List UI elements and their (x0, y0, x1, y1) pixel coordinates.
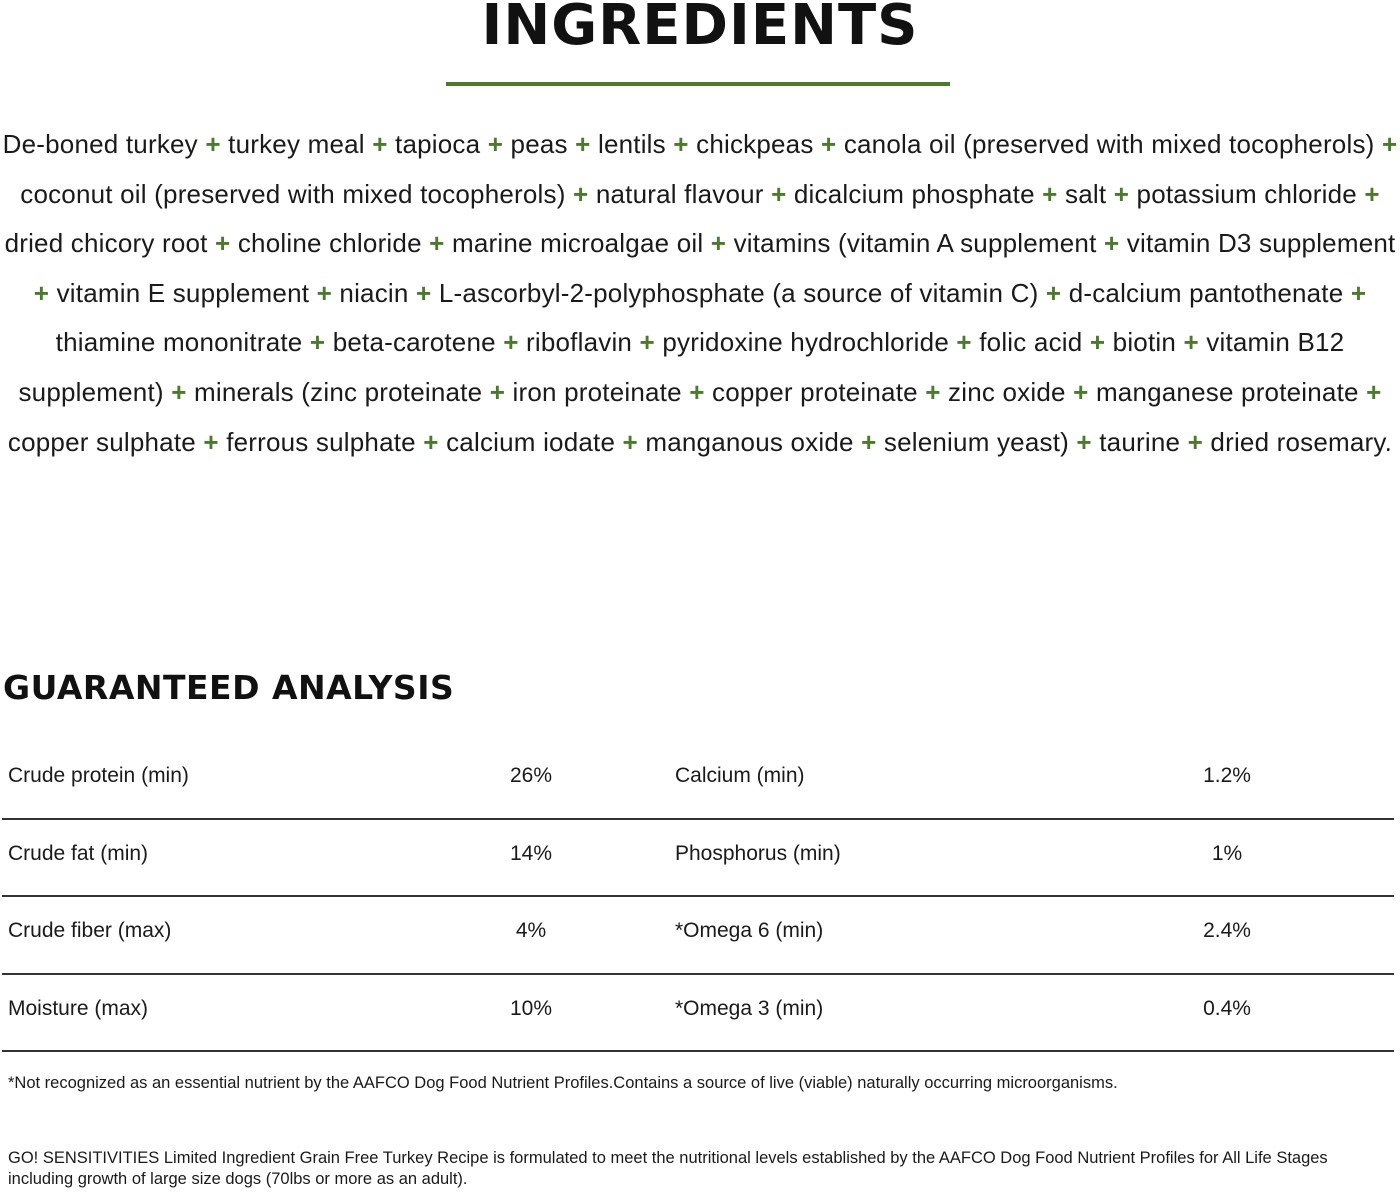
ingredient-item: calcium iodate (446, 426, 616, 457)
ingredient-item: L-ascorbyl-2-polyphosphate (a source of vitamin C) (438, 277, 1039, 308)
analysis-row (2, 975, 1394, 1053)
nutrient-value: 1% (1211, 841, 1243, 865)
ingredient-item: thiamine mononitrate (55, 327, 303, 358)
plus-separator-icon: + (1366, 376, 1382, 407)
ingredient-item: potassium chloride (1136, 178, 1357, 209)
plus-separator-icon: + (203, 426, 219, 457)
ingredient-item: copper sulphate (7, 426, 196, 457)
plus-separator-icon: + (1073, 376, 1089, 407)
ingredient-item: minerals (zinc proteinate (194, 376, 483, 407)
analysis-row (2, 897, 1394, 975)
plus-separator-icon: + (575, 129, 591, 159)
formulation-statement: GO! SENSITIVITIES Limited Ingredient Grain Free Turkey Recipe is formulated to meet the nutritional levels established by the AAFCO Dog Food Nutrient Profiles for All Life Stages including growth of large size dogs (70lbs or more as an adult). (8, 1149, 1328, 1188)
title-underline (446, 82, 950, 86)
nutrient-value: 1.2% (1203, 764, 1251, 787)
plus-separator-icon: + (487, 129, 504, 159)
ingredient-item: coconut oil (preserved with mixed tocopherols) (20, 178, 566, 209)
ingredient-item: ferrous sulphate (226, 426, 416, 457)
plus-separator-icon: + (639, 327, 655, 358)
nutrient-value: 0.4% (1203, 996, 1251, 1020)
ingredient-item: canola oil (preserved with mixed tocopherols) (843, 129, 1375, 159)
plus-separator-icon: + (1042, 178, 1058, 209)
plus-separator-icon: + (1350, 277, 1367, 308)
ingredient-item: tapioca (395, 129, 481, 159)
ingredient-item: salt (1065, 178, 1107, 209)
footnote: *Not recognized as an essential nutrient by the AAFCO Dog Food Nutrient Profiles.Contains a source of live (viable) naturally occurring microorganisms. (8, 1074, 1118, 1092)
plus-separator-icon: + (489, 376, 506, 407)
plus-separator-icon: + (710, 228, 727, 259)
ingredient-item: peas (510, 129, 568, 159)
plus-separator-icon: + (1089, 327, 1106, 358)
ingredient-item: natural flavour (595, 178, 764, 209)
plus-separator-icon: + (820, 129, 837, 159)
ingredient-item: biotin (1112, 327, 1177, 358)
ingredient-item: turkey meal (228, 129, 365, 159)
plus-separator-icon: + (689, 376, 705, 407)
plus-separator-icon: + (416, 277, 432, 308)
plus-separator-icon: + (1113, 178, 1130, 209)
plus-separator-icon: + (1045, 277, 1062, 308)
ingredient-item: dried rosemary. (1210, 426, 1393, 457)
ingredient-item: lentils (597, 129, 666, 159)
nutrient-value: 26% (509, 764, 553, 787)
ingredient-item: vitamin E supplement (56, 277, 310, 308)
ingredient-item: chickpeas (696, 129, 814, 159)
nutrient-label: Crude fiber (max) (8, 919, 172, 942)
plus-separator-icon: + (503, 327, 519, 358)
ingredient-item: copper proteinate (712, 376, 918, 407)
plus-separator-icon: + (1076, 426, 1092, 457)
plus-separator-icon: + (309, 327, 326, 358)
ingredients-list (0, 120, 1400, 467)
ingredient-item: dicalcium phosphate (793, 178, 1035, 209)
ingredient-item: manganese proteinate (1095, 376, 1359, 407)
nutrient-label: Crude fat (min) (8, 841, 149, 865)
analysis-table (2, 742, 1394, 1052)
ingredient-item: taurine (1099, 426, 1181, 457)
ingredient-item: dried chicory root (4, 228, 208, 259)
plus-separator-icon: + (622, 426, 638, 457)
nutrient-value: 2.4% (1203, 919, 1251, 942)
ingredient-item: niacin (339, 277, 409, 308)
plus-separator-icon: + (205, 129, 221, 159)
plus-separator-icon: + (1364, 178, 1380, 209)
analysis-title: GUARANTEED ANALYSIS (3, 668, 455, 707)
plus-separator-icon: + (33, 277, 50, 308)
nutrient-label: Phosphorus (min) (675, 841, 841, 865)
ingredient-item: manganous oxide (645, 426, 854, 457)
nutrient-label: Crude protein (min) (8, 764, 189, 787)
ingredient-item: choline chloride (237, 228, 422, 259)
plus-separator-icon: + (1183, 327, 1199, 358)
ingredient-item: vitamins (vitamin A supplement (733, 228, 1097, 259)
ingredient-item: folic acid (979, 327, 1083, 358)
page-title: INGREDIENTS (481, 0, 919, 58)
plus-separator-icon: + (1103, 228, 1120, 259)
plus-separator-icon: + (771, 178, 787, 209)
ingredient-item: d-calcium pantothenate (1068, 277, 1344, 308)
plus-separator-icon: + (316, 277, 332, 308)
nutrient-value: 14% (509, 841, 553, 865)
nutrient-value: 4% (515, 919, 547, 942)
nutrient-label: Calcium (min) (675, 764, 805, 787)
ingredient-item: vitamin D3 supplement (1126, 228, 1396, 259)
ingredient-item: marine microalgae oil (452, 228, 704, 259)
plus-separator-icon: + (423, 426, 439, 457)
plus-separator-icon: + (215, 228, 231, 259)
ingredient-item: selenium yeast) (883, 426, 1069, 457)
plus-separator-icon: + (673, 129, 689, 159)
plus-separator-icon: + (925, 376, 941, 407)
ingredient-item: riboflavin (526, 327, 633, 358)
nutrient-label: *Omega 3 (min) (675, 996, 824, 1020)
nutrient-label: Moisture (max) (8, 996, 149, 1020)
plus-separator-icon: + (956, 327, 972, 358)
analysis-row (2, 820, 1394, 898)
plus-separator-icon: + (861, 426, 877, 457)
ingredient-item: beta-carotene (332, 327, 496, 358)
ingredient-item: pyridoxine hydrochloride (662, 327, 949, 358)
plus-separator-icon: + (372, 129, 388, 159)
plus-separator-icon: + (429, 228, 445, 259)
nutrient-value: 10% (509, 996, 553, 1020)
ingredient-item: iron proteinate (512, 376, 682, 407)
nutrient-label: *Omega 6 (min) (675, 919, 824, 942)
plus-separator-icon: + (1381, 129, 1398, 159)
plus-separator-icon: + (171, 376, 187, 407)
ingredient-item: zinc oxide (948, 376, 1066, 407)
ingredient-item: vitamin B12 supplement) (18, 327, 1345, 407)
plus-separator-icon: + (573, 178, 589, 209)
plus-separator-icon: + (1187, 426, 1203, 457)
ingredient-item: De-boned turkey (2, 129, 198, 159)
analysis-row (2, 742, 1394, 820)
